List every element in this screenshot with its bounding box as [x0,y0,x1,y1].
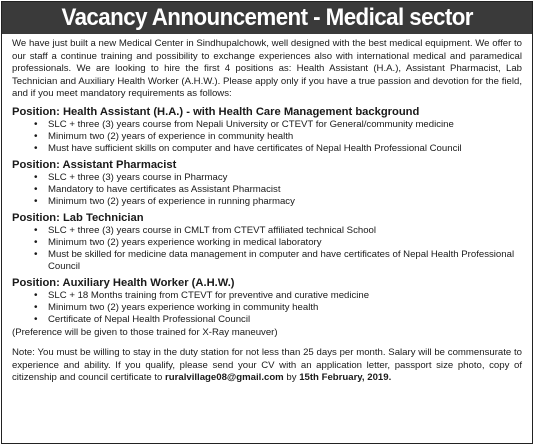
requirement-item [34,184,522,196]
bullet-icon: • [34,224,38,236]
requirement-text: Must be skilled for medicine data management in computer and have certificates of Nepal Health Professional Council [48,248,515,272]
requirement-item [34,249,522,273]
requirements-list [12,290,522,326]
requirement-item [34,302,522,314]
requirement-text: SLC + three (3) years course in Pharmacy [48,171,228,183]
bullet-icon: • [34,313,38,325]
requirement-text: Minimum two (2) years experience working in medical laboratory [48,236,322,248]
application-note [12,347,522,385]
position-title: Position: Health Assistant (H.A.) - with Health Care Management background [12,105,420,118]
bullet-icon: • [34,171,38,183]
deadline-date: 15th February, 2019. [299,372,392,384]
announcement-body [2,34,532,385]
requirement-text: Minimum two (2) years of experience in running pharmacy [48,195,295,207]
preference-note: (Preference will be given to those trained for X-Ray maneuver) [12,326,278,338]
requirements-list [12,225,522,273]
bullet-icon: • [34,142,38,154]
requirement-text: Must have sufficient skills on computer and have certificates of Nepal Health Professional Council [48,142,462,154]
requirement-item [34,131,522,143]
requirement-item [34,290,522,302]
announcement-title: Vacancy Announcement - Medical sector [61,4,473,31]
contact-email[interactable]: ruralvillage08@gmail.com [165,372,284,384]
requirement-text: SLC + 18 Months training from CTEVT for preventive and curative medicine [48,289,370,301]
requirement-item [34,143,522,155]
intro-paragraph: We have just built a new Medical Center in Sindhupalchowk, well designed with the best medical equipment. We offer to our staff a continue training and possibility to exchange experiences also with international medical and paramedical professionals. We are looking to hire the first 4 positions as: Health Assistant (H.A.), Assistant Pharmacist, Lab Technician and Auxiliary Health Worker (A.H.W.). Please apply only if you have a true passion and devotion for the field, and if you meet mandatory requirements as follows: [12,38,522,100]
requirement-text: SLC + three (3) years course from Nepali University or CTEVT for General/community medicine [48,118,454,130]
position-title: Position: Assistant Pharmacist [12,158,177,171]
requirement-text: Certificate of Nepal Health Professional Council [48,313,251,325]
requirement-text: SLC + three (3) years course in CMLT from CTEVT affiliated technical School [48,224,377,236]
requirement-text: Minimum two (2) years experience working in community health [48,301,319,313]
position-assistant-pharmacist [12,158,522,208]
vacancy-announcement [1,1,533,444]
bullet-icon: • [34,289,38,301]
bullet-icon: • [34,248,38,260]
requirement-item [34,314,522,326]
bullet-icon: • [34,236,38,248]
requirement-item [34,196,522,208]
requirement-item [34,172,522,184]
position-lab-technician [12,211,522,273]
requirement-item [34,225,522,237]
requirements-list [12,119,522,155]
position-title: Position: Lab Technician [12,211,144,224]
announcement-title-bar [2,2,532,34]
note-text: Note: You must be willing to stay in the duty station for not less than 25 days per month. Salary will be commensurate to experience and ability. If you qualify, please send your CV with an application letter, passport size photo, copy of citizenship and council certificate to [12,346,522,384]
position-health-assistant [12,105,522,155]
position-auxiliary-health-worker [12,276,522,339]
bullet-icon: • [34,195,38,207]
bullet-icon: • [34,130,38,142]
requirements-list [12,172,522,208]
requirement-item [34,119,522,131]
note-text-by: by [283,372,300,384]
requirement-text: Mandatory to have certificates as Assistant Pharmacist [48,183,281,195]
bullet-icon: • [34,183,38,195]
bullet-icon: • [34,301,38,313]
bullet-icon: • [34,118,38,130]
position-title: Position: Auxiliary Health Worker (A.H.W.) [12,276,235,289]
requirement-text: Minimum two (2) years of experience in community health [48,130,294,142]
requirement-item [34,237,522,249]
